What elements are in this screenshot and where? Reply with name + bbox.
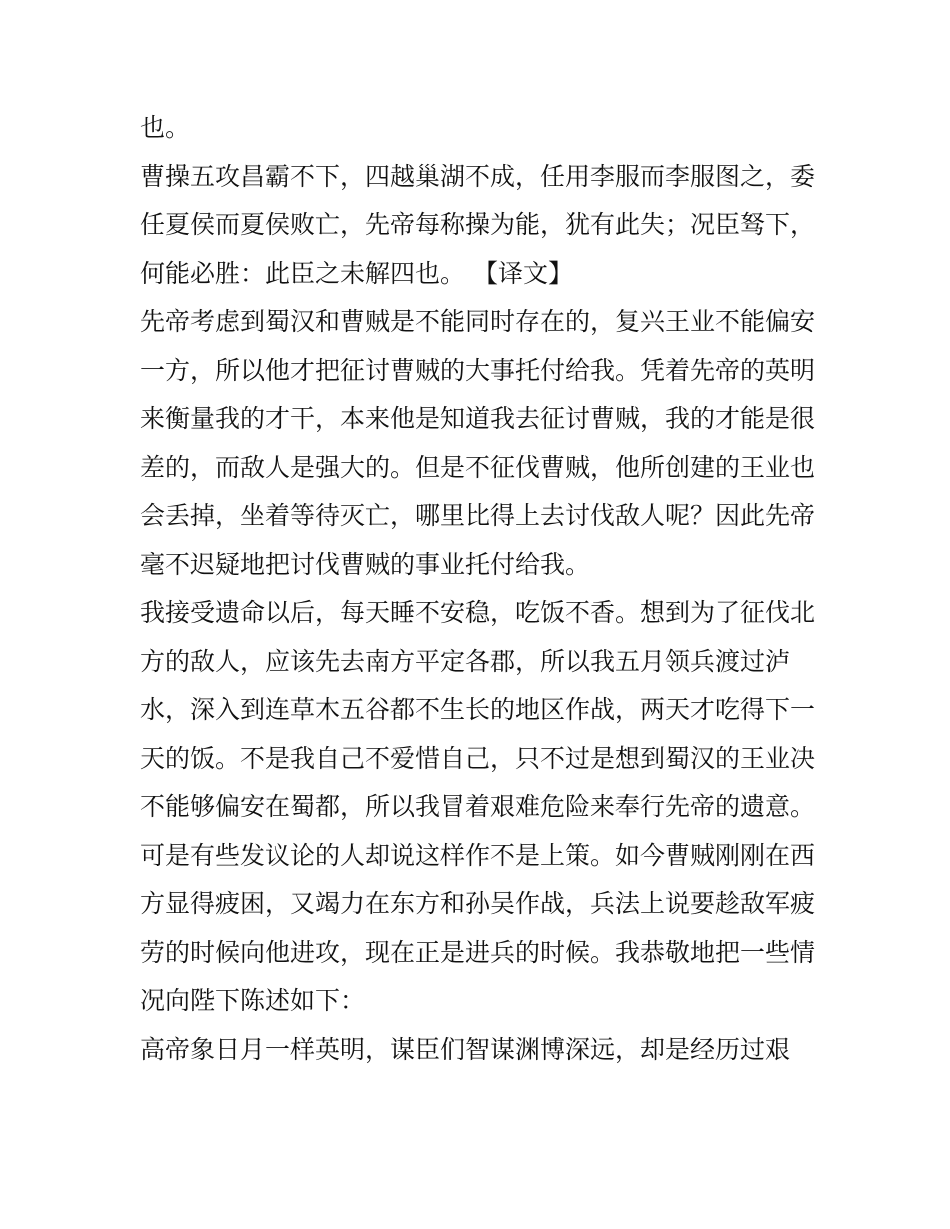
text-line: 先帝考虑到蜀汉和曹贼是不能同时存在的，复兴王业不能偏安 bbox=[140, 307, 816, 336]
text-line: 水，深入到连草木五谷都不生长的地区作战，两天才吃得下一 bbox=[140, 695, 816, 724]
text-line: 任夏侯而夏侯败亡，先帝每称操为能，犹有此失；况臣驽下， bbox=[140, 210, 816, 239]
text-line: 高帝象日月一样英明，谋臣们智谋渊博深远，却是经历过艰 bbox=[140, 1034, 791, 1064]
text-line: 何能必胜：此臣之未解四也。 【译文】 bbox=[140, 258, 573, 288]
text-line: 劳的时候向他进攻，现在正是进兵的时候。我恭敬地把一些情 bbox=[140, 937, 816, 967]
text-line: 来衡量我的才干，本来他是知道我去征讨曹贼，我的才能是很 bbox=[140, 404, 816, 433]
text-line: 方显得疲困，又竭力在东方和孙吴作战，兵法上说要趁敌军疲 bbox=[140, 889, 816, 918]
text-line: 毫不迟疑地把讨伐曹贼的事业托付给我。 bbox=[140, 549, 591, 579]
text-line: 会丢掉，坐着等待灭亡，哪里比得上去讨伐敌人呢？因此先帝 bbox=[140, 501, 816, 530]
text-line: 天的饭。不是我自己不爱惜自己，只不过是想到蜀汉的王业决 bbox=[140, 743, 816, 773]
text-line: 差的，而敌人是强大的。但是不征伐曹贼，他所创建的王业也 bbox=[140, 452, 816, 482]
document-body bbox=[140, 104, 820, 1074]
text-line: 我接受遗命以后，每天睡不安稳，吃饭不香。想到为了征伐北 bbox=[140, 598, 816, 627]
text-line: 一方，所以他才把征讨曹贼的大事托付给我。凭着先帝的英明 bbox=[140, 355, 816, 385]
text-line: 可是有些发议论的人却说这样作不是上策。如今曹贼刚刚在西 bbox=[140, 840, 816, 870]
text-line: 况向陛下陈述如下： bbox=[140, 986, 366, 1015]
text-line: 方的敌人，应该先去南方平定各郡，所以我五月领兵渡过泸 bbox=[140, 646, 791, 676]
text-line: 曹操五攻昌霸不下，四越巢湖不成，任用李服而李服图之，委 bbox=[140, 161, 816, 191]
text-line: 也。 bbox=[140, 113, 191, 142]
text-line: 不能够偏安在蜀都，所以我冒着艰难危险来奉行先帝的遗意。 bbox=[140, 792, 816, 821]
